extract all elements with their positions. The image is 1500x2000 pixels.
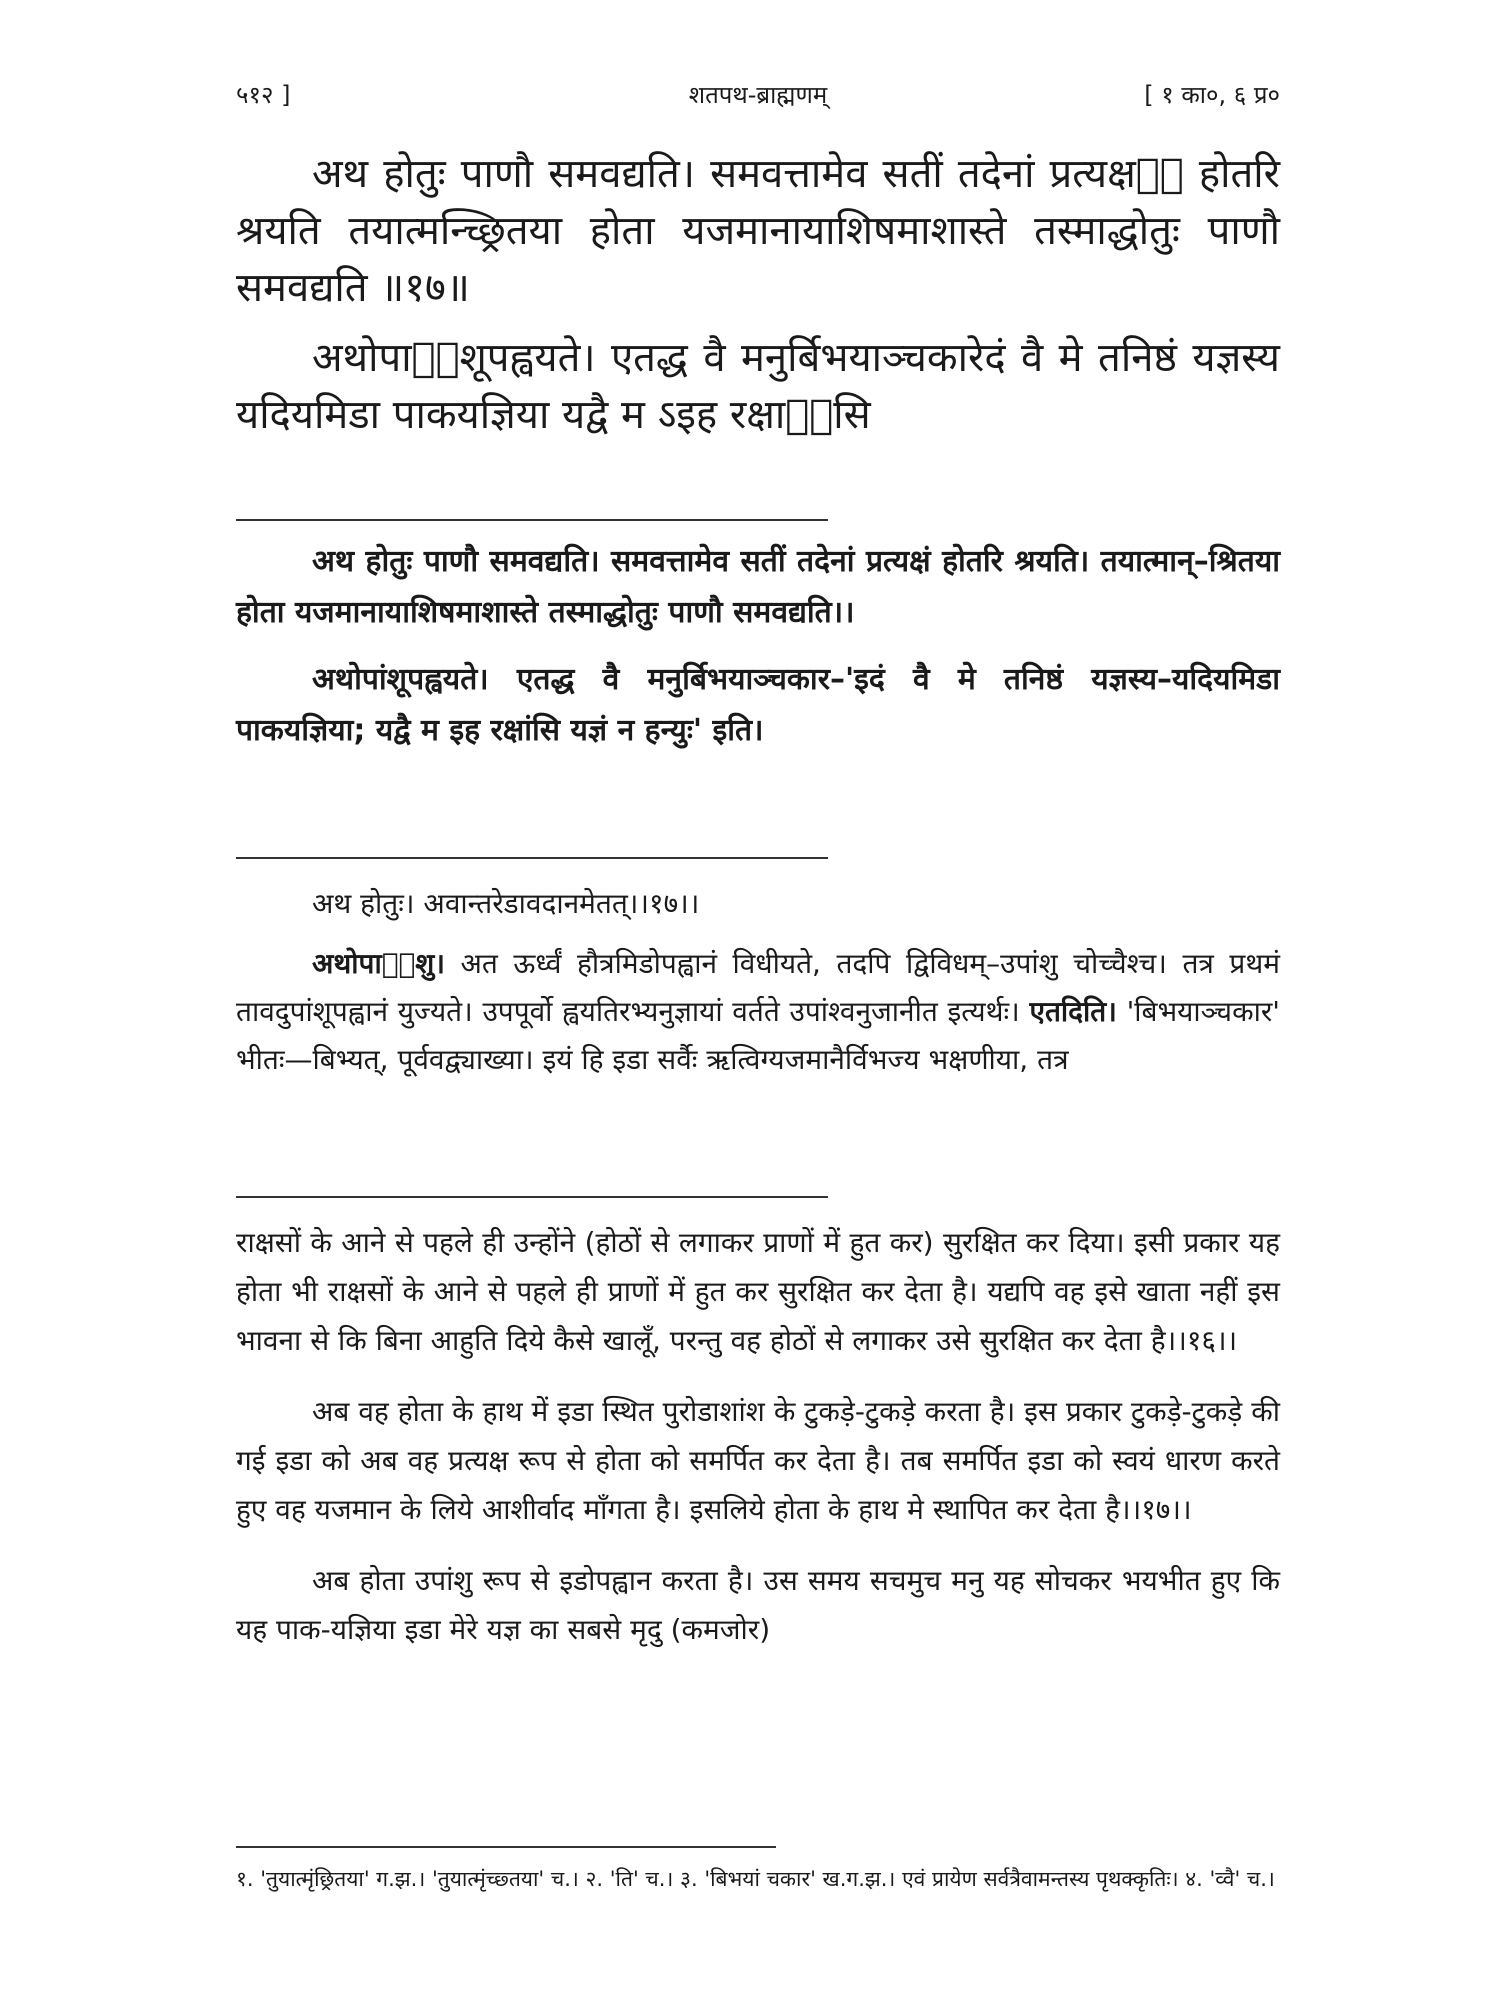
footnote-text: १. 'तुयात्मृंछ्रितया' ग.झ.। 'तुयात्मृंच्छ्तया' च.। २. 'ति' च.। ३. 'बिभयां चकार' ख.ग.झ.। एवं प्रायेण सर्वत्रैवामन्तस्य पृथक्कृतिः। ४. 'व्वै' च.। [236, 1867, 1275, 1891]
padapatha-para-2: अथोपांशूपह्वयते। एतद्ध वै मनुर्बिभयाञ्चकार–'इदं वै मे तनिष्ठं यज्ञस्य–यदियमिडा पाकयज्ञिया; यद्वै म इह रक्षांसि यज्ञं न हन्युः' इति। [236, 662, 1280, 748]
divider-rule [236, 1196, 828, 1198]
translation-para-3: अब होता उपांशु रूप से इडोपह्वान करता है। उस समय सचमुच मनु यह सोचकर भयभीत हुए कि यह पाक-यज्ञिया इडा मेरे यज्ञ का सबसे मृदु (कमजोर) [236, 1564, 1280, 1646]
page-number: ५१२ ] [236, 81, 291, 109]
footnotes [236, 1860, 1280, 1898]
divider-rule [236, 857, 828, 859]
page-header [236, 78, 1280, 114]
mantra-verse-17: अथ होतुः पाणौ समवद्यति। समवत्तामेव सतीं तदेनां प्रत्यक्षᳪं होतरि श्रयति तयात्मन्च्छ्रितया होता यजमानायाशिषमाशास्ते तस्माद्धोतुः पाणौ समवद्यति ॥१७॥ [236, 151, 1280, 311]
translation-para-1: राक्षसों के आने से पहले ही उन्होंने (होठों से लगाकर प्राणों में हुत कर) सुरक्षित कर दिया। इसी प्रकार यह होता भी राक्षसों के आने से पहले ही प्राणों में हुत कर सुरक्षित कर देता है। यद्यपि वह इसे खाता नहीं इस भावना से कि बिना आहुति दिये कैसे खालूँ, परन्तु वह होठों से लगाकर उसे सुरक्षित कर देता है।।१६।। [236, 1226, 1280, 1357]
translation-para-2: अब वह होता के हाथ में इडा स्थित पुरोडाशांश के टुकड़े-टुकड़े करता है। इस प्रकार टुकड़े-टुकड़े की गई इडा को अब वह प्रत्यक्ष रूप से होता को समर्पित कर देता है। तब समर्पित इडा को स्वयं धारण करते हुए वह यजमान के लिये आशीर्वाद माँगता है। इसलिये होता के हाथ मे स्थापित कर देता है।।१७।। [236, 1395, 1280, 1526]
mantra-verse-18: अथोपाᳪंशूपह्वयते। एतद्ध वै मनुर्बिभयाञ्चकारेदं वै मे तनिष्ठं यज्ञस्य यदियमिडा पाकयज्ञिया यद्वै म ऽइह रक्षाᳪंसि [236, 335, 1280, 438]
hindi-translation [236, 1218, 1280, 1654]
section-reference: [ १ का०, ६ प्र० [1144, 81, 1280, 109]
commentary-keyword: एतदिति। [1029, 995, 1117, 1028]
mantra-text [236, 146, 1280, 444]
padapatha-para-1: अथ होतुः पाणौ समवद्यति। समवत्तामेव सतीं तदेनां प्रत्यक्षं होतरि श्रयति। तयात्मान्–श्रितया होता यजमानायाशिषमाशास्ते तस्माद्धोतुः पाणौ समवद्यति।। [236, 544, 1281, 630]
running-title: शतपथ-ब्राह्मणम् [688, 81, 828, 109]
commentary-para-2 [236, 940, 1280, 1084]
commentary-body: अत ऊर्ध्वं हौत्रमिडोपह्वानं विधीयते, तदपि द्विविधम्–उपांशु चोच्चैश्च। तत्र प्रथमं तावदुपांशूपह्वानं युज्यते। उपपूर्वो ह्वयतिरभ्यनुज्ञायां वर्तते उपांश्वनुजानीत इत्यर्थः। [236, 947, 1280, 1028]
commentary-para-1: अथ होतुः। अवान्तरेडावदानमेतत्।।१७।। [312, 887, 700, 920]
commentary-body: 'बिभयाञ्चकार' भीतः—बिभ्यत्, पूर्ववद्व्याख्या। इयं हि इडा सर्वैः ऋत्विग्यजमानैर्विभज्य भक्षणीया, तत्र [236, 995, 1280, 1076]
padapatha-text [236, 536, 1280, 756]
commentary-text [236, 880, 1280, 1084]
divider-rule [236, 519, 828, 521]
commentary-keyword: अथोपाᳪंशु। [312, 947, 445, 980]
footnote-rule [236, 1846, 776, 1848]
